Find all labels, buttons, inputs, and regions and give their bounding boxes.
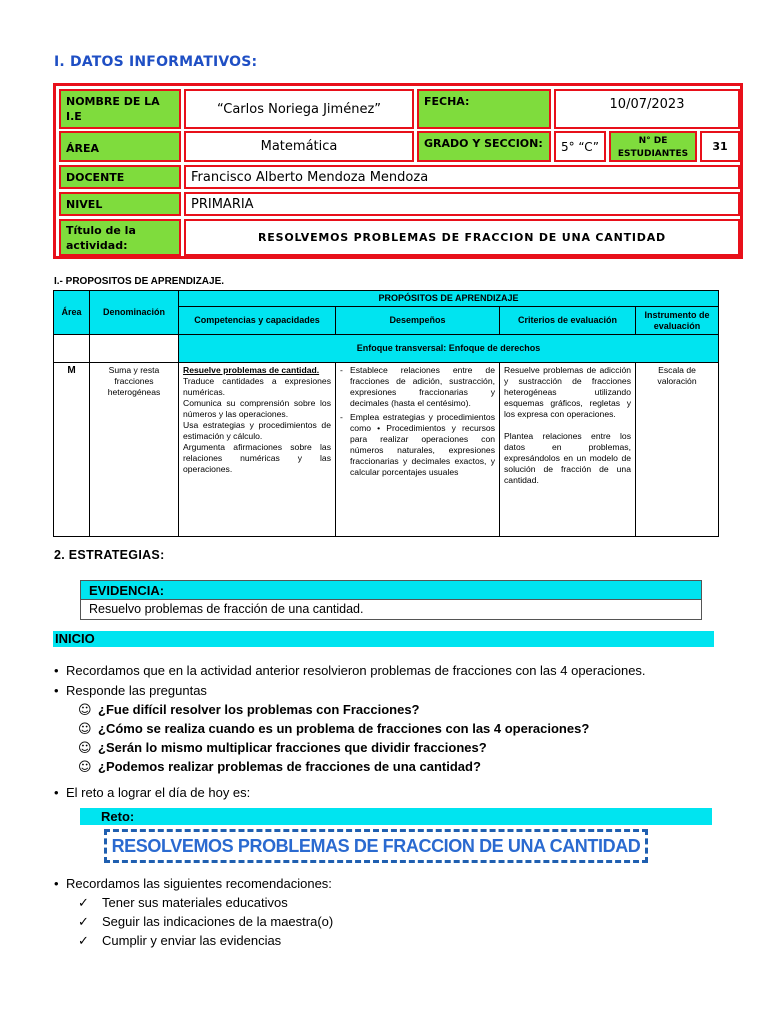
header-competencias: Competencias y capacidades xyxy=(179,307,336,335)
header-propositos: PROPÓSITOS DE APRENDIZAJE xyxy=(179,291,719,307)
propositos-heading: I.- PROPOSITOS DE APRENDIZAJE. xyxy=(54,276,225,287)
section-title-datos: I. DATOS INFORMATIVOS: xyxy=(54,54,258,70)
question-text: ¿Serán lo mismo multiplicar fracciones que dividir fracciones? xyxy=(98,740,487,755)
competencia-item: Comunica su comprensión sobre los números y las operaciones. xyxy=(183,398,331,419)
checkmark-icon: ✓ xyxy=(78,934,89,949)
question-text: ¿Podemos realizar problemas de fracciones de una cantidad? xyxy=(98,759,481,774)
criterio-item: Plantea relaciones entre los datos en problemas, expresándolos en un modelo de solución de fracción de una cantidad. xyxy=(504,431,631,485)
desempeno-item: Establece relaciones entre de fracciones de adición, sustracción, expresiones fraccionarias y decimales (hasta el centésimo). xyxy=(350,365,495,408)
grado-value: 5° “C” xyxy=(554,131,606,162)
list-item: • El reto a lograr el día de hoy es: xyxy=(54,785,251,800)
grado-label: GRADO Y SECCION: xyxy=(417,131,551,162)
fecha-value: 10/07/2023 xyxy=(554,89,740,129)
competencias-cell xyxy=(179,363,336,537)
denominacion-cell: Suma y resta fracciones heterogéneas xyxy=(90,363,179,537)
desempenos-cell: - Establece relaciones entre de fracciones de adición, sustracción, expresiones fraccionarias y decimales (hasta el centésimo). - Emplea estrategias y procedimientos como • Procedimientos y recursos para realizar operaciones con números naturales, expresiones fraccionarias y decimales exactos, y calcular porcentajes usuales xyxy=(336,363,500,537)
competencia-item: Usa estrategias y procedimientos de estimación y cálculo. xyxy=(183,420,331,441)
inicio-heading: INICIO xyxy=(53,631,714,647)
competencia-item: Argumenta afirmaciones sobre las relaciones numéricas y las operaciones. xyxy=(183,442,331,474)
area-value: Matemática xyxy=(184,131,414,162)
ie-label: NOMBRE DE LA I.E xyxy=(59,89,181,129)
question-item xyxy=(78,738,487,759)
docente-label: DOCENTE xyxy=(59,165,181,189)
question-text: ¿Fue difícil resolver los problemas con Fracciones? xyxy=(98,702,420,717)
criterios-cell xyxy=(500,363,636,537)
nivel-label: NIVEL xyxy=(59,192,181,216)
checkmark-icon: ✓ xyxy=(78,915,89,930)
estudiantes-value: 31 xyxy=(700,131,740,162)
competencia-title: Resuelve problemas de cantidad. xyxy=(183,365,320,375)
estudiantes-label: N° DE ESTUDIANTES xyxy=(609,131,697,162)
evidencia-text: Resuelvo problemas de fracción de una cantidad. xyxy=(89,602,364,616)
docente-value: Francisco Alberto Mendoza Mendoza xyxy=(184,165,740,189)
bullet-text: El reto a lograr el día de hoy es: xyxy=(66,785,251,800)
question-item xyxy=(78,757,481,778)
info-table xyxy=(53,83,743,259)
fecha-label: FECHA: xyxy=(417,89,551,129)
propositos-table xyxy=(53,290,719,537)
smiley-icon: ☺ xyxy=(78,760,92,775)
header-desempenos: Desempeños xyxy=(336,307,500,335)
question-text: ¿Cómo se realiza cuando es un problema de fracciones con las 4 operaciones? xyxy=(98,721,590,736)
bullet-text: Recordamos las siguientes recomendaciones: xyxy=(66,876,332,891)
area-cell: M xyxy=(54,363,90,537)
smiley-icon: ☺ xyxy=(78,703,92,718)
header-instrumento: Instrumento de evaluación xyxy=(636,307,719,335)
recomendacion-text: Seguir las indicaciones de la maestra(o) xyxy=(102,914,334,929)
reto-heading: Reto: xyxy=(80,808,712,825)
recomendacion-item xyxy=(78,893,288,914)
list-item: • Recordamos las siguientes recomendaciones: xyxy=(54,876,332,891)
estrategias-title: 2. ESTRATEGIAS: xyxy=(54,548,165,562)
list-item: • Responde las preguntas xyxy=(54,683,207,698)
desempeno-item: Emplea estrategias y procedimientos como • Procedimientos y recursos para realizar operaciones con números naturales, expresiones fraccionarias y decimales exactos, y calcular porcentajes usuales xyxy=(350,412,495,477)
instrumento-cell: Escala de valoración xyxy=(636,363,719,537)
smiley-icon: ☺ xyxy=(78,741,92,756)
recomendacion-item xyxy=(78,912,333,933)
area-label: ÁREA xyxy=(59,131,181,162)
recomendacion-text: Tener sus materiales educativos xyxy=(102,895,288,910)
nivel-value: PRIMARIA xyxy=(184,192,740,216)
header-denominacion: Denominación xyxy=(90,291,179,335)
bullet-text: Recordamos que en la actividad anterior resolvieron problemas de fracciones con las 4 operaciones. xyxy=(66,663,646,678)
recomendacion-item xyxy=(78,931,281,952)
question-item xyxy=(78,719,589,740)
header-criterios: Criterios de evaluación xyxy=(500,307,636,335)
smiley-icon: ☺ xyxy=(78,722,92,737)
titulo-label: Título de la actividad: xyxy=(59,219,181,256)
header-area: Área xyxy=(54,291,90,335)
evidencia-label: EVIDENCIA: xyxy=(81,581,701,600)
checkmark-icon: ✓ xyxy=(78,896,89,911)
titulo-value: RESOLVEMOS PROBLEMAS DE FRACCION DE UNA CANTIDAD xyxy=(184,219,740,256)
recomendacion-text: Cumplir y enviar las evidencias xyxy=(102,933,282,948)
list-item: • Recordamos que en la actividad anterior resolvieron problemas de fracciones con las 4 operaciones. xyxy=(54,663,646,678)
criterio-item: Resuelve problemas de adicción y sustracción de fracciones heterogéneas utilizando esquemas gráficos, regletas y los expresa con operaciones. xyxy=(504,365,631,419)
reto-box: RESOLVEMOS PROBLEMAS DE FRACCION DE UNA CANTIDAD xyxy=(104,829,648,863)
competencia-item: Traduce cantidades a expresiones numéricas. xyxy=(183,376,331,397)
bullet-text: Responde las preguntas xyxy=(66,683,207,698)
evidencia-box xyxy=(80,580,702,620)
header-enfoque: Enfoque transversal: Enfoque de derechos xyxy=(179,335,719,363)
question-item xyxy=(78,700,419,721)
ie-value: “Carlos Noriega Jiménez” xyxy=(184,89,414,129)
